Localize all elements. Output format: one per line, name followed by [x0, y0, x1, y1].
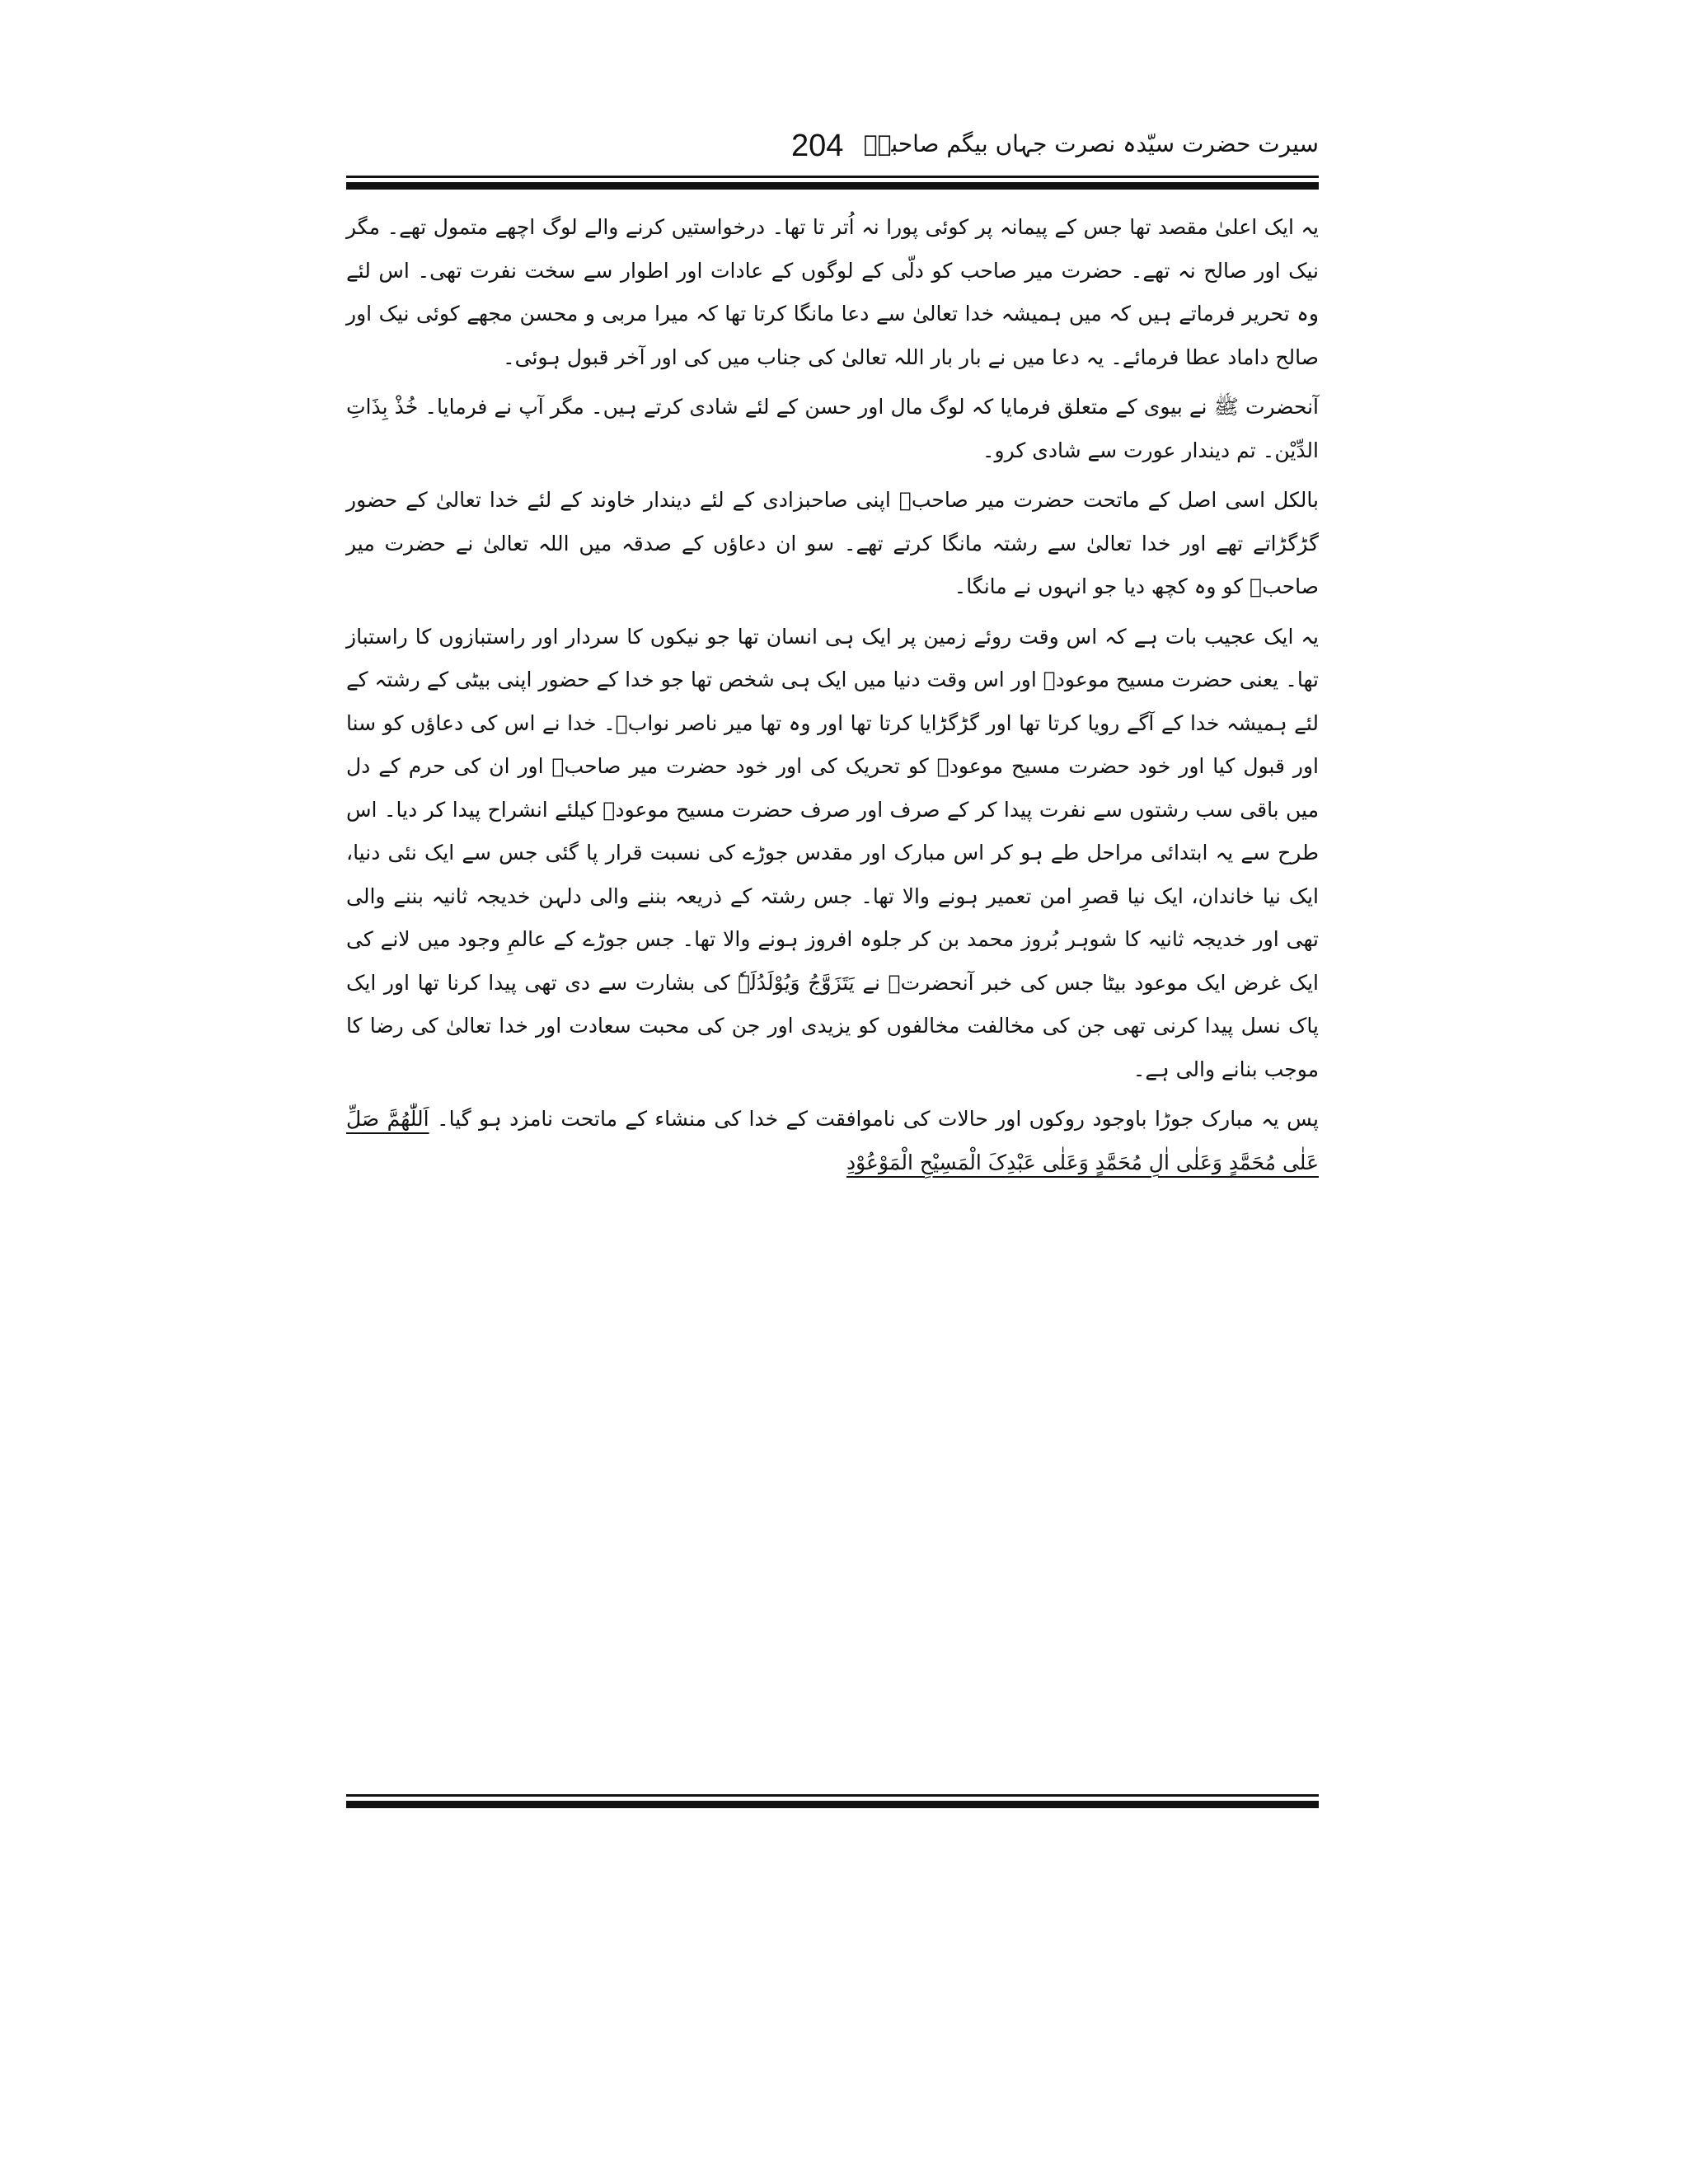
- body-text: [346, 206, 1319, 1184]
- footer-rule-thin: [346, 1794, 1319, 1797]
- durood-arabic: اَللّٰھُمَّ صَلِّ عَلٰی مُحَمَّدٍ وَعَلٰی اٰلِ مُحَمَّدٍ وَعَلٰی عَبْدِکَ الْمَسِیْحِ الْمَوْعُوْدِ: [346, 1107, 1319, 1174]
- paragraph-1: یہ ایک اعلیٰ مقصد تھا جس کے پیمانہ پر کوئی پورا نہ اُتر تا تھا۔ درخواستیں کرنے والے لوگ اچھے متمول تھے۔ مگر نیک اور صالح نہ تھے۔ حضرت میر صاحب کو دلّی کے لوگوں کے عادات اور اطوار سے سخت نفرت تھی۔ اس لئے وہ تحریر فرماتے ہیں کہ میں ہمیشہ خدا تعالیٰ سے دعا مانگا کرتا تھا کہ میرا مربی و محسن مجھے کوئی نیک اور صالح داماد عطا فرمائے۔ یہ دعا میں نے بار بار اللہ تعالیٰ کی جناب میں کی اور آخر قبول ہوئی۔: [346, 215, 1319, 369]
- paragraph-2: آنحضرت ﷺ نے بیوی کے متعلق فرمایا کہ لوگ مال اور حسن کے لئے شادی کرتے ہیں۔ مگر آپ نے فرمایا۔ خُذْ بِذَاتِ الدِّیْن۔ تم دیندار عورت سے شادی کرو۔: [346, 395, 1319, 462]
- header-rule-thick: [346, 182, 1319, 190]
- paragraph-4: یہ ایک عجیب بات ہے کہ اس وقت روئے زمین پر ایک ہی انسان تھا جو نیکوں کا سردار اور راستبازوں کا راستباز تھا۔ یعنی حضرت مسیح موعودؑ اور اس وقت دنیا میں ایک ہی شخص تھا جو خدا کے حضور اپنی بیٹی کے رشتہ کے لئے ہمیشہ خدا کے آگے رویا کرتا تھا اور گڑگڑایا کرتا تھا اور وہ تھا میر ناصر نوابؓ۔ خدا نے اس کی دعاؤں کو سنا اور قبول کیا اور خود حضرت مسیح موعودؑ کو تحریک کی اور خود حضرت میر صاحبؓ اور ان کی حرم کے دل میں باقی سب رشتوں سے نفرت پیدا کر کے صرف اور صرف حضرت مسیح موعودؑ کیلئے انشراح پیدا کر دیا۔ اس طرح سے یہ ابتدائی مراحل طے ہو کر اس مبارک اور مقدس جوڑے کی نسبت قرار پا گئی جس سے ایک نئی دنیا، ایک نیا خاندان، ایک نیا قصرِ امن تعمیر ہونے والا تھا۔ جس رشتہ کے ذریعہ بننے والی دلہن خدیجہ ثانیہ بننے والی تھی اور خدیجہ ثانیہ کا شوہر بُروز محمد بن کر جلوہ افروز ہونے والا تھا۔ جس جوڑے کے عالمِ وجود میں لانے کی ایک غرض ایک موعود بیٹا جس کی خبر آنحضرتؐ نے یَتَزَوَّجُ وَیُوْلَدُلَہٗ کی بشارت سے دی تھی پیدا کرنا تھا اور ایک پاک نسل پیدا کرنی تھی جن کی مخالفت مخالفوں کو یزیدی اور جن کی محبت سعادت اور خدا تعالیٰ کی رضا کا موجب بنانے والی ہے۔: [346, 624, 1319, 1081]
- paragraph-3: بالکل اسی اصل کے ماتحت حضرت میر صاحبؓ اپنی صاحبزادی کے لئے دیندار خاوند کے لئے خدا تعالیٰ کے حضور گڑگڑاتے تھے اور خدا تعالیٰ سے رشتہ مانگا کرتے تھے۔ سو ان دعاؤں کے صدقہ میں اللہ تعالیٰ نے حضرت میر صاحبؓ کو وہ کچھ دیا جو انہوں نے مانگا۔: [346, 488, 1319, 598]
- paragraph-5: [346, 1098, 1319, 1184]
- page-header: [346, 124, 1319, 173]
- page-number: 204: [791, 129, 844, 163]
- running-title: سیرت حضرت سیّدہ نصرت جہاں بیگم صاحبہؓ: [863, 130, 1319, 157]
- header-rule-thin: [346, 176, 1319, 178]
- footer-rule-thick: [346, 1801, 1319, 1808]
- paragraph-5-text: پس یہ مبارک جوڑا باوجود روکوں اور حالات کی ناموافقت کے خدا کی منشاء کے ماتحت نامزد ہو گیا۔: [436, 1107, 1319, 1131]
